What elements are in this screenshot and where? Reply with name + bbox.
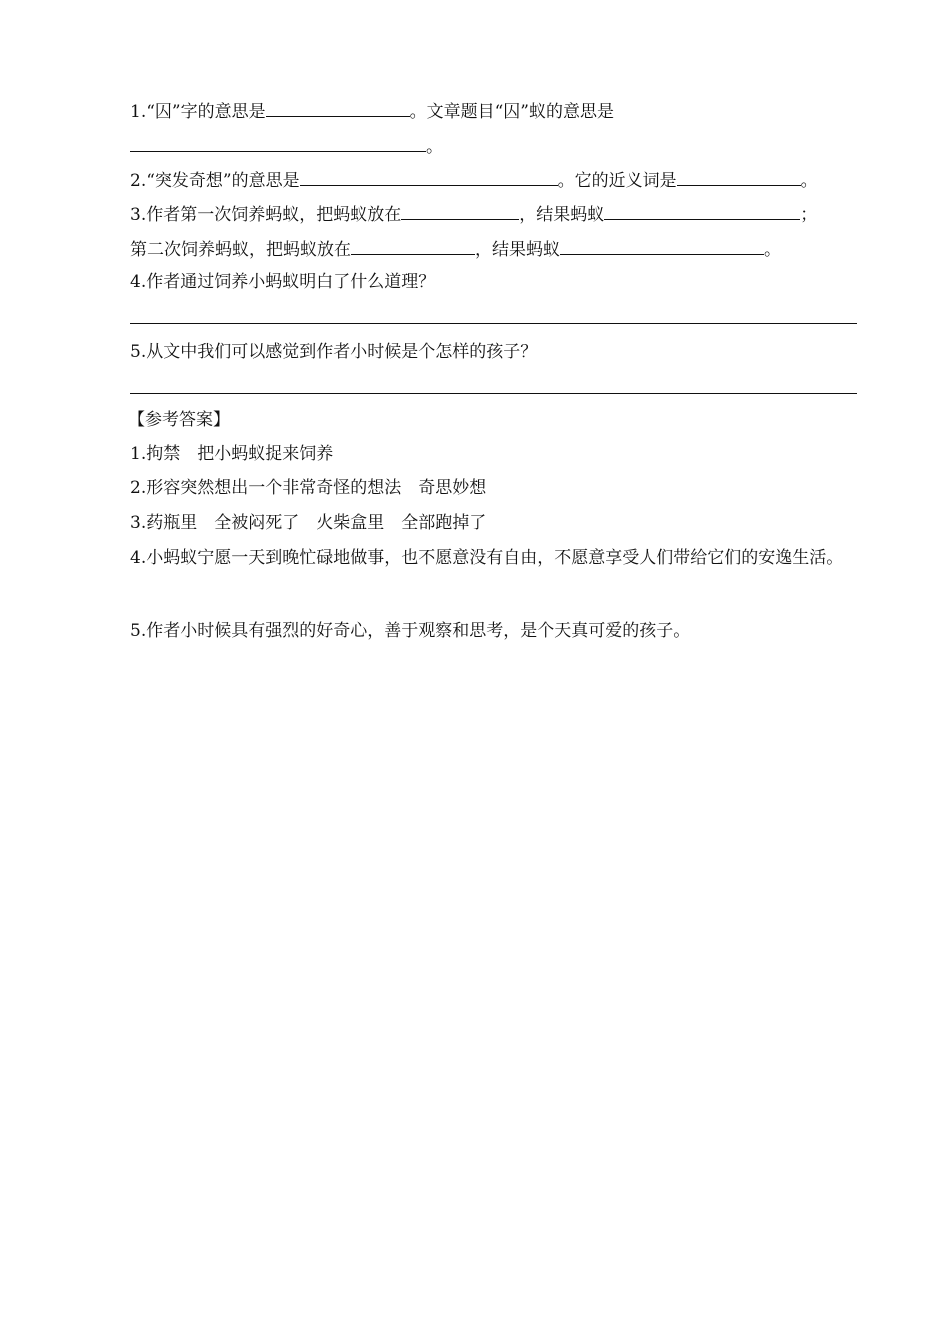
question-5-answer-line[interactable] — [130, 393, 857, 394]
question-2-end: 。 — [800, 171, 818, 191]
question-3-line-2 — [130, 236, 781, 262]
answer-4: 4.小蚂蚁宁愿一天到晚忙碌地做事，也不愿意没有自由，不愿意享受人们带给它们的安逸生活。 — [130, 548, 844, 568]
question-2-prefix: 2.“突发奇想”的意思是 — [130, 171, 300, 191]
question-3-line2-prefix: 第二次饲养蚂蚁，把蚂蚁放在 — [130, 240, 351, 260]
question-2-blank-2[interactable] — [677, 167, 801, 186]
question-3-blank-1[interactable] — [401, 201, 519, 220]
question-4-answer-line[interactable] — [130, 323, 857, 324]
answer-3: 3.药瓶里 全被闷死了 火柴盒里 全部跑掉了 — [130, 513, 487, 533]
question-1-end: 。 — [426, 137, 443, 157]
question-2-line — [130, 167, 818, 193]
answer-1: 1.拘禁 把小蚂蚁捉来饲养 — [130, 444, 334, 464]
question-4-text: 4.作者通过饲养小蚂蚁明白了什么道理？ — [130, 272, 436, 292]
answer-5: 5.作者小时候具有强烈的好奇心，善于观察和思考，是个天真可爱的孩子。 — [130, 621, 691, 641]
question-1-prefix: 1.“囚”字的意思是 — [130, 102, 266, 122]
question-3-blank-3[interactable] — [351, 236, 475, 255]
question-1-middle: 。文章题目“囚”蚁的意思是 — [409, 102, 614, 122]
question-3-blank-2[interactable] — [604, 201, 800, 220]
question-3-line2-middle: ，结果蚂蚁 — [475, 240, 560, 260]
question-1-line-1 — [130, 98, 614, 124]
answers-heading: 【参考答案】 — [128, 410, 230, 430]
question-1-blank-2[interactable] — [130, 133, 426, 152]
question-3-line-1 — [130, 201, 817, 227]
question-1-line-2 — [130, 133, 443, 159]
question-5-text: 5.从文中我们可以感觉到作者小时候是个怎样的孩子？ — [130, 342, 538, 362]
question-2-blank-1[interactable] — [300, 167, 558, 186]
question-2-middle: 。它的近义词是 — [557, 171, 677, 191]
answer-2: 2.形容突然想出一个非常奇怪的想法 奇思妙想 — [130, 478, 487, 498]
question-3-line1-middle: ，结果蚂蚁 — [519, 205, 605, 225]
question-3-blank-4[interactable] — [560, 236, 764, 255]
question-3-line1-end: ； — [800, 205, 818, 225]
question-3-line2-end: 。 — [764, 240, 781, 260]
question-3-line1-prefix: 3.作者第一次饲养蚂蚁，把蚂蚁放在 — [130, 205, 402, 225]
question-1-blank-1[interactable] — [266, 98, 410, 117]
